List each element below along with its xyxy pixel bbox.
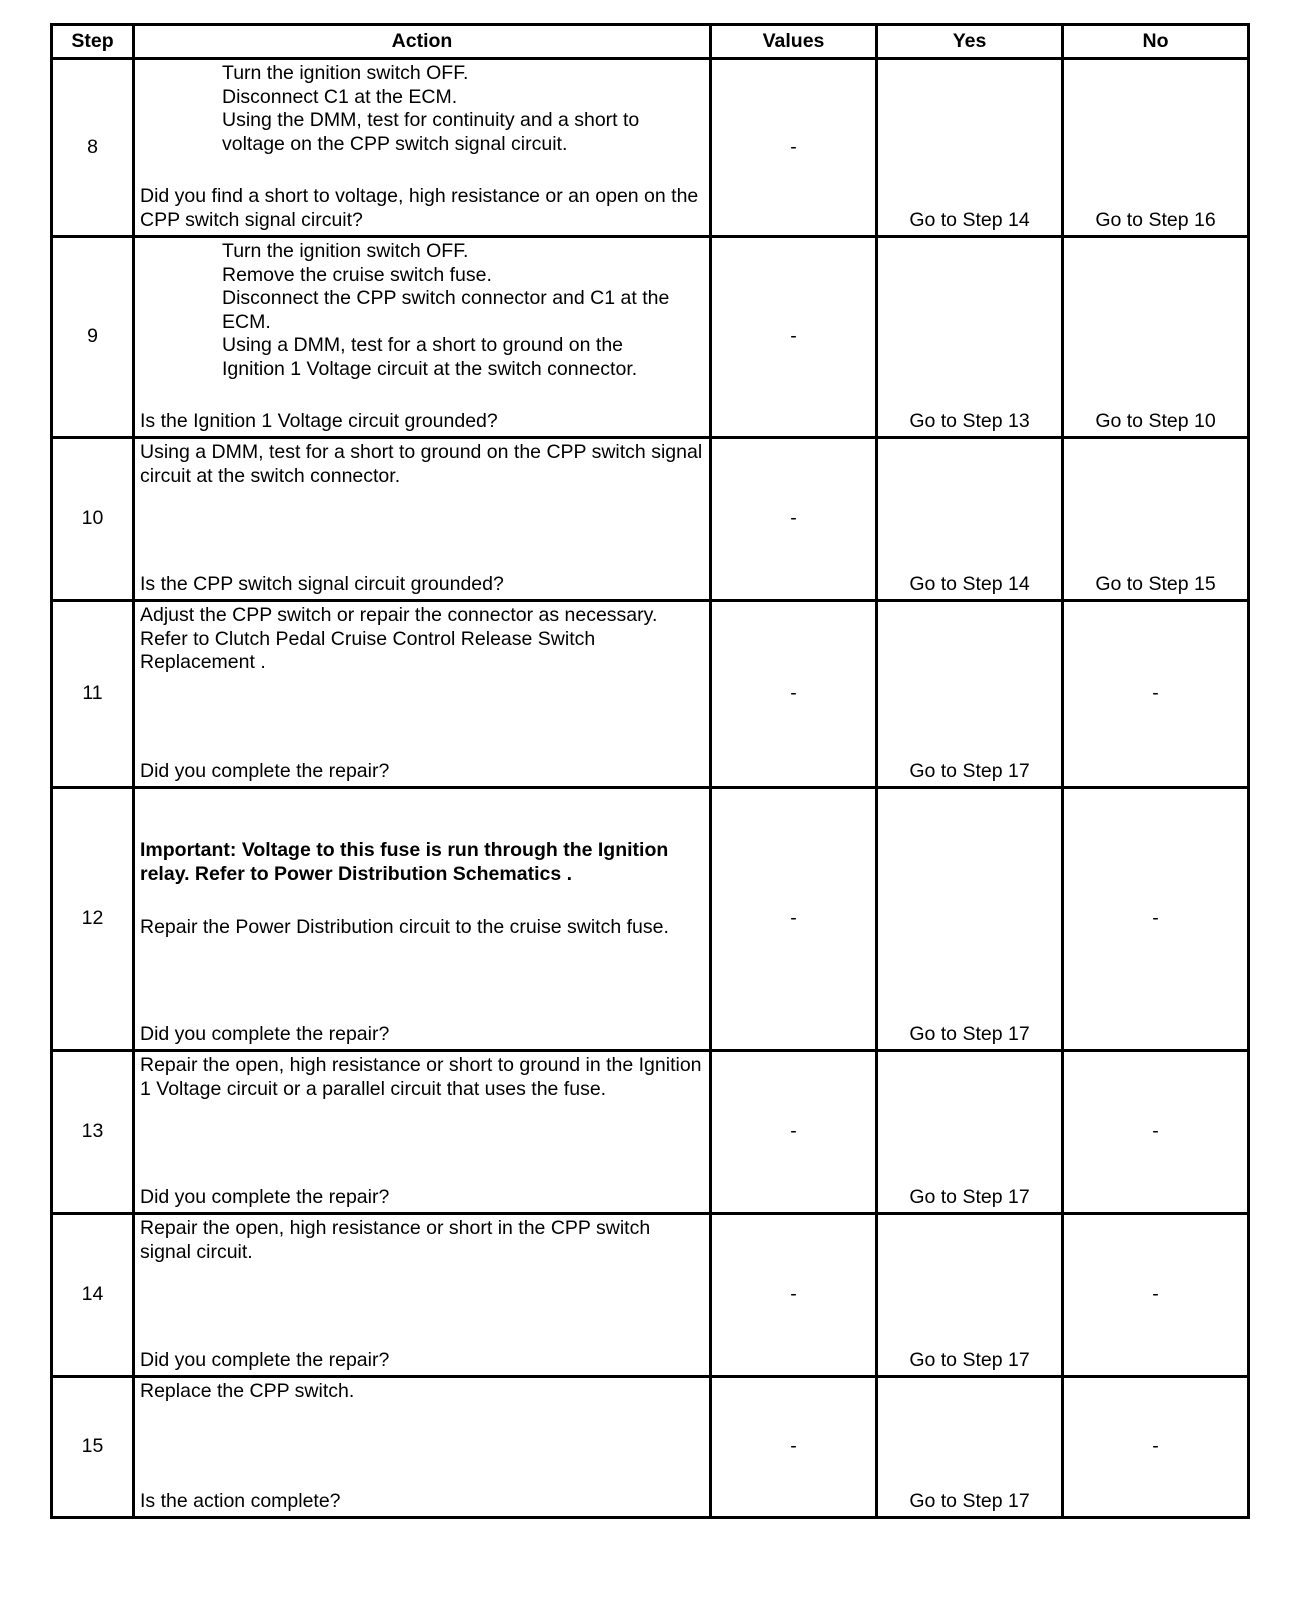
step-number: 12: [52, 788, 134, 1051]
no-cell: -: [1063, 1051, 1249, 1214]
yes-cell: [877, 788, 1063, 1051]
no-goto: Go to Step 16: [1095, 208, 1216, 231]
action-question: Did you complete the repair?: [140, 1022, 390, 1045]
yes-goto: Go to Step 17: [909, 1185, 1030, 1208]
table-row: [52, 601, 1249, 788]
action-line: voltage on the CPP switch signal circuit.: [222, 132, 568, 155]
action-line: Ignition 1 Voltage circuit at the switch connector.: [222, 357, 638, 380]
header-row: [52, 25, 1249, 59]
table-row: [52, 1377, 1249, 1518]
action-cell: [134, 788, 711, 1051]
step-number: 15: [52, 1377, 134, 1518]
action-cell: [134, 438, 711, 601]
yes-cell: [877, 59, 1063, 237]
action-line: Disconnect the CPP switch connector and C1 at the: [222, 287, 670, 309]
no-cell: [1063, 59, 1249, 237]
action-line: Remove the cruise switch fuse.: [222, 263, 492, 286]
action-cell: [134, 1214, 711, 1377]
yes-cell: [877, 438, 1063, 601]
header-yes: Yes: [877, 25, 1063, 59]
no-cell: -: [1063, 601, 1249, 788]
table-row: [52, 438, 1249, 601]
no-cell: -: [1063, 1377, 1249, 1518]
action-line: Turn the ignition switch OFF.: [222, 62, 469, 84]
action-line: Turn the ignition switch OFF.: [222, 240, 469, 262]
no-cell: -: [1063, 788, 1249, 1051]
action-line: Using a DMM, test for a short to ground on the: [222, 334, 624, 356]
diagnostic-table: [50, 23, 1250, 1519]
step-number: 9: [52, 237, 134, 438]
action-cell: [134, 1051, 711, 1214]
yes-goto: Go to Step 17: [909, 1348, 1030, 1371]
table-row: [52, 1214, 1249, 1377]
action-lines: [140, 240, 705, 434]
yes-cell: [877, 601, 1063, 788]
values-cell: -: [711, 1377, 877, 1518]
yes-cell: [877, 1051, 1063, 1214]
action-question: Is the CPP switch signal circuit grounded?: [140, 572, 504, 595]
action-cell: [134, 1377, 711, 1518]
no-goto: Go to Step 15: [1095, 572, 1216, 595]
no-cell: [1063, 438, 1249, 601]
table-row: [52, 788, 1249, 1051]
step-number: 11: [52, 601, 134, 788]
step-number: 8: [52, 59, 134, 237]
action-line: Disconnect C1 at the ECM.: [222, 85, 458, 108]
values-cell: -: [711, 438, 877, 601]
values-cell: -: [711, 59, 877, 237]
values-cell: -: [711, 788, 877, 1051]
header-no: No: [1063, 25, 1249, 59]
yes-goto: Go to Step 17: [909, 759, 1030, 782]
action-cell: [134, 59, 711, 237]
header-step: Step: [52, 25, 134, 59]
values-cell: -: [711, 601, 877, 788]
table-row: [52, 1051, 1249, 1214]
action-question: Did you complete the repair?: [140, 759, 390, 782]
no-goto: Go to Step 10: [1095, 409, 1216, 432]
action-cell: [134, 237, 711, 438]
yes-goto: Go to Step 13: [909, 409, 1030, 432]
table-row: [52, 59, 1249, 237]
action-cell: [134, 601, 711, 788]
yes-goto: Go to Step 17: [909, 1489, 1030, 1512]
header-action: Action: [134, 25, 711, 59]
action-line: Using the DMM, test for continuity and a short to: [222, 109, 640, 131]
action-text: Replace the CPP switch.: [140, 1380, 355, 1402]
yes-goto: Go to Step 17: [909, 1022, 1030, 1045]
action-text: Repair the open, high resistance or short to ground in the Ignition 1 Voltage circuit or a parallel circuit that uses the fuse.: [140, 1054, 702, 1100]
action-text: Repair the Power Distribution circuit to the cruise switch fuse.: [140, 916, 669, 938]
step-number: 10: [52, 438, 134, 601]
action-question: Did you find a short to voltage, high resistance or an open on the CPP switch signal circuit?: [140, 185, 699, 231]
important-note: Important: Voltage to this fuse is run through the Ignition relay. Refer to Power Distribution Schematics .: [140, 839, 669, 885]
no-cell: [1063, 237, 1249, 438]
action-text: Using a DMM, test for a short to ground on the CPP switch signal circuit at the switch connector.: [140, 441, 703, 487]
values-cell: -: [711, 1051, 877, 1214]
action-question: Is the action complete?: [140, 1489, 341, 1512]
no-cell: -: [1063, 1214, 1249, 1377]
yes-cell: [877, 1214, 1063, 1377]
yes-cell: [877, 1377, 1063, 1518]
yes-goto: Go to Step 14: [909, 208, 1030, 231]
action-question: Is the Ignition 1 Voltage circuit grounded?: [140, 409, 498, 432]
table-row: [52, 237, 1249, 438]
step-number: 13: [52, 1051, 134, 1214]
step-number: 14: [52, 1214, 134, 1377]
action-question: Did you complete the repair?: [140, 1348, 390, 1371]
action-text: Repair the open, high resistance or short in the CPP switch signal circuit.: [140, 1217, 651, 1263]
header-values: Values: [711, 25, 877, 59]
action-question: Did you complete the repair?: [140, 1185, 390, 1208]
yes-goto: Go to Step 14: [909, 572, 1030, 595]
action-text: Adjust the CPP switch or repair the connector as necessary. Refer to Clutch Pedal Cruise Control Release Switch Replacement .: [140, 604, 658, 673]
values-cell: -: [711, 237, 877, 438]
action-line: ECM.: [222, 310, 271, 333]
yes-cell: [877, 237, 1063, 438]
values-cell: -: [711, 1214, 877, 1377]
